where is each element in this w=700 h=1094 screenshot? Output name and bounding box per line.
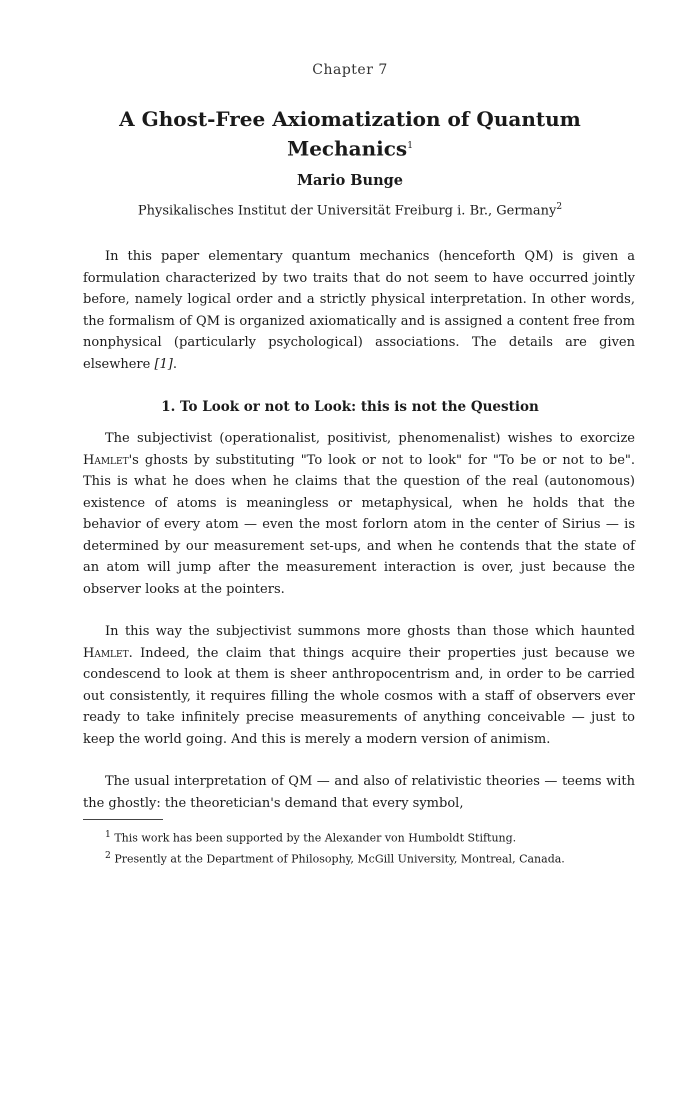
affiliation-footnote-mark: 2 — [556, 202, 563, 212]
body-paragraph-3: The usual interpretation of QM — and also of relativistic theories — teems with the ghostly: the theoretician's demand that every symbol, — [83, 774, 635, 811]
footnote-1 — [83, 826, 635, 847]
hamlet-name: Hamlet — [83, 452, 129, 468]
paper-title — [90, 106, 610, 163]
footnote-mark: 1 — [105, 829, 111, 840]
footnotes — [83, 826, 635, 867]
abstract-end: . — [172, 356, 178, 372]
footnote-mark: 2 — [105, 849, 111, 861]
abstract-paragraph — [83, 246, 635, 375]
section-heading: 1. To Look or not to Look: this is not the Question — [161, 399, 539, 415]
title-text: A Ghost-Free Axiomatization of Quantum Mechanics — [119, 107, 581, 161]
footnote-2 — [83, 847, 635, 868]
author-name: Mario Bunge — [296, 172, 404, 189]
chapter-label: Chapter 7 — [312, 62, 388, 78]
footnote-divider — [83, 819, 163, 820]
abstract-text: In this paper elementary quantum mechanics (henceforth QM) is given a formulation characterized by two traits that do not seem to have occurred jointly before, namely logical order and a strictly physical interpretation. In other words, the formalism of QM is organized axiomatically and is assigned a content free from nonphysical (particularly psychological) associations. The details are given elsewhere — [83, 249, 635, 372]
affiliation-text: Physikalisches Institut der Universität Freiburg i. Br., Germany — [137, 203, 557, 219]
paragraph-1-start: The subjectivist (operationalist, positivist, phenomenalist) wishes to exorcize — [105, 431, 635, 446]
paragraph-2-rest: . Indeed, the claim that things acquire their properties just because we condescend to look at them is sheer anthropocentrism and, in order to be carried out consistently, it requires filling the whole cosmos with a staff of observers ever ready to take infinitely precise measurements of anything conceivable — just to keep the world going. And this is merely a modern version of animism. — [83, 645, 635, 747]
paragraph-1-rest: 's ghosts by substituting "To look or not to look" for "To be or not to be". This is what he does when he claims that the question of the real (autonomous) existence of atoms is meaningless or metaphysical, when he holds that the behavior of every atom — even the most forlorn atom in the center of Sirius — is determined by our measurement set-ups, and when he contends that the state of an atom will jump after the measurement interaction is over, just because the observer looks at the pointers. — [83, 452, 635, 597]
body-paragraph-2 — [83, 621, 635, 750]
author-affiliation — [0, 202, 700, 218]
footnote-text: This work has been supported by the Alexander von Humboldt Stiftung. — [114, 831, 517, 845]
footnote-text: Presently at the Department of Philosophy, McGill University, Montreal, Canada. — [114, 852, 565, 866]
paragraph-2-start: In this way the subjectivist summons more ghosts than those which haunted — [105, 624, 635, 639]
hamlet-name: Hamlet — [83, 645, 129, 661]
body-paragraph-1 — [83, 428, 635, 600]
title-footnote-mark: 1 — [407, 141, 413, 151]
reference-citation: [1] — [154, 356, 173, 372]
